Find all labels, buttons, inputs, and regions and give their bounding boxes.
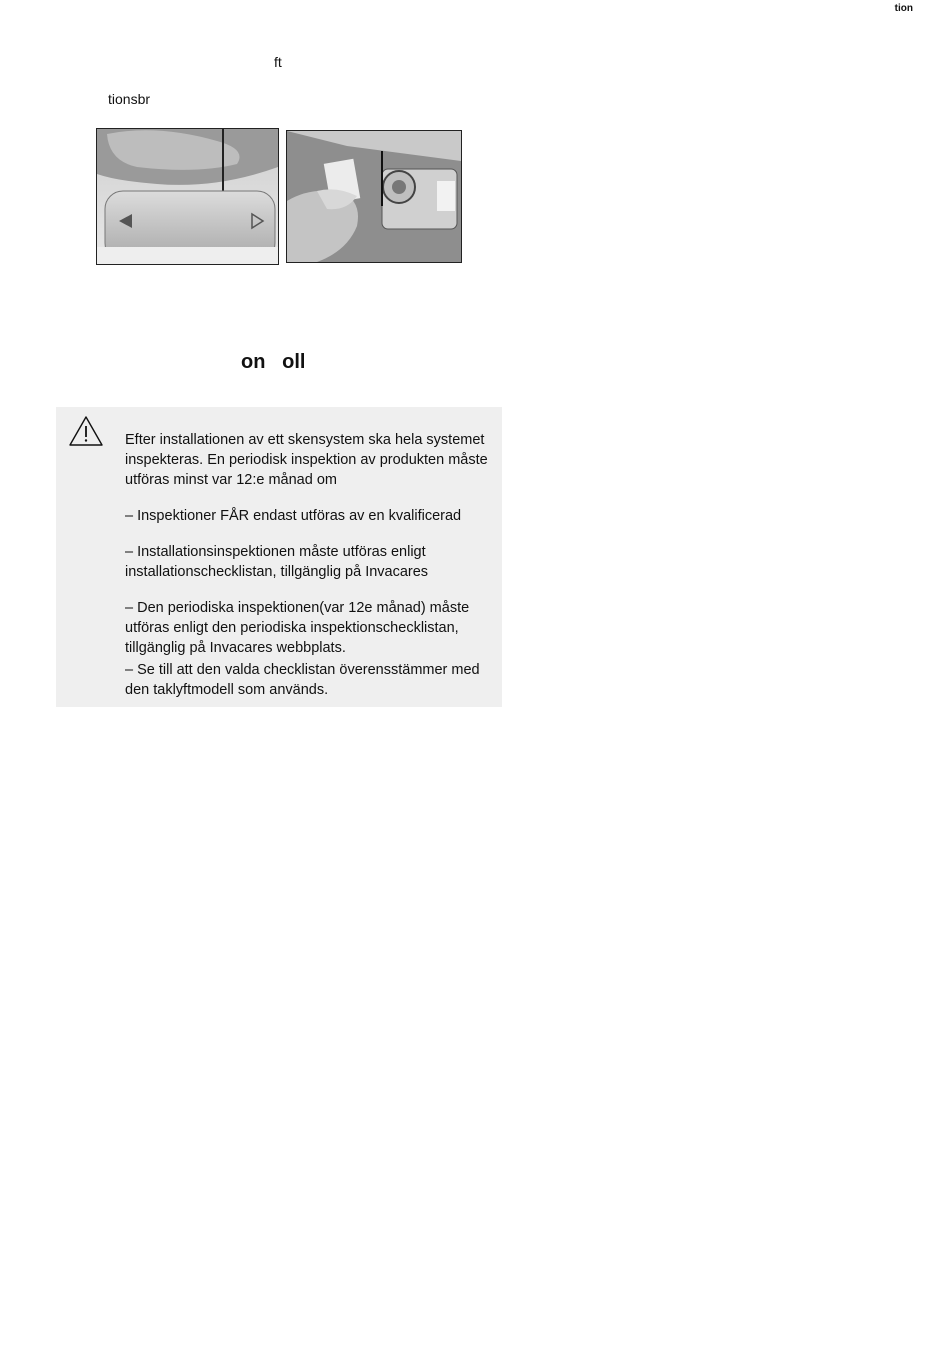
warning-text — [125, 430, 497, 700]
warning-paragraph-installation: – Installationsinspektionen måste utföras enligt installationschecklistan, tillgänglig på Invacares — [125, 544, 429, 580]
header-fragment: tion — [894, 3, 913, 14]
warning-paragraph-qualified: – Inspektioner FÅR endast utföras av en kvalificerad — [125, 508, 462, 524]
hand-control-illustration — [97, 129, 278, 264]
lift-motor-photo — [286, 130, 462, 263]
section-heading: on oll — [241, 351, 306, 373]
text-fragment-ft: ft — [274, 54, 282, 70]
text-fragment-tionsbr: tionsbr — [108, 91, 151, 107]
lift-motor-illustration — [287, 131, 461, 262]
warning-paragraph-checklist-match: – Se till att den valda checklistan överensstämmer med den taklyftmodell som används. — [125, 662, 480, 698]
warning-notice-box — [56, 407, 502, 707]
warning-triangle-icon — [68, 415, 104, 447]
warning-paragraph-periodic: – Den periodiska inspektionen(var 12e månad) måste utföras enligt den periodiska inspektionschecklistan, tillgänglig på Invacares webbplats. — [125, 600, 470, 656]
warning-paragraph-intro: Efter installationen av ett skensystem ska hela systemet inspekteras. En periodisk inspektion av produkten måste utföras minst var 12:e månad om — [125, 432, 488, 488]
hand-control-photo — [96, 128, 279, 265]
